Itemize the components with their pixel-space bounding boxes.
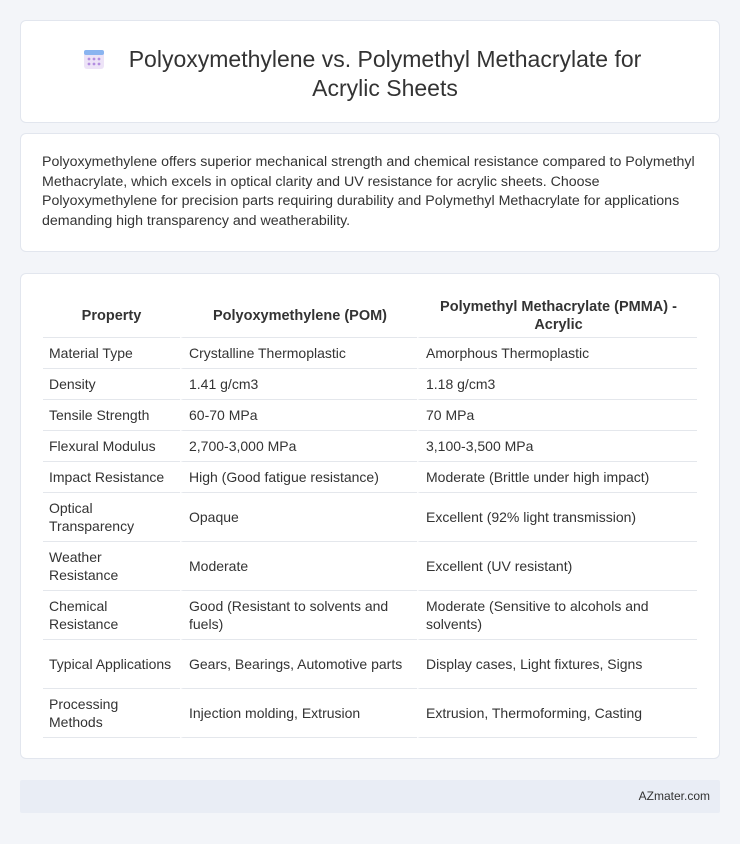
table-row (43, 462, 697, 493)
property-cell: Optical Transparency (43, 493, 180, 542)
pmma-cell: Excellent (UV resistant) (417, 542, 697, 591)
pom-cell: Crystalline Thermoplastic (180, 338, 417, 369)
pom-cell: Opaque (180, 493, 417, 542)
page-title: Polyoxymethylene vs. Polymethyl Methacrylate for Acrylic Sheets (128, 46, 642, 101)
pmma-cell: Extrusion, Thermoforming, Casting (417, 689, 697, 738)
table-row (43, 689, 697, 738)
header-pom: Polyoxymethylene (POM) (180, 294, 417, 338)
table-row (43, 493, 697, 542)
pom-cell: 60-70 MPa (180, 400, 417, 431)
pmma-cell: Excellent (92% light transmission) (417, 493, 697, 542)
table-row (43, 400, 697, 431)
pom-cell: Moderate (180, 542, 417, 591)
property-cell: Typical Applications (43, 640, 180, 689)
pmma-cell: Moderate (Sensitive to alcohols and solvents) (417, 591, 697, 640)
pmma-cell: Display cases, Light fixtures, Signs (417, 640, 697, 689)
pmma-cell: Moderate (Brittle under high impact) (417, 462, 697, 493)
pmma-cell: 1.18 g/cm3 (417, 369, 697, 400)
footer-brand: AZmater.com (638, 789, 710, 803)
property-cell: Processing Methods (43, 689, 180, 738)
property-cell: Density (43, 369, 180, 400)
comparison-table (43, 294, 697, 738)
table-row (43, 542, 697, 591)
property-cell: Flexural Modulus (43, 431, 180, 462)
pmma-cell: 3,100-3,500 MPa (417, 431, 697, 462)
property-cell: Material Type (43, 338, 180, 369)
pmma-cell: Amorphous Thermoplastic (417, 338, 697, 369)
property-cell: Impact Resistance (43, 462, 180, 493)
pom-cell: High (Good fatigue resistance) (180, 462, 417, 493)
summary-paragraph: Polyoxymethylene offers superior mechanical strength and chemical resistance compared to Polymethyl Methacrylate, which excels in optical clarity and UV resistance for acrylic sheets. Choose Polyoxymethylene for precision parts requiring durability and Polymethyl Methacrylate for applications demanding high transparency and weatherability. (42, 154, 695, 229)
comparison-table-card (20, 273, 720, 759)
property-cell: Tensile Strength (43, 400, 180, 431)
table-row (43, 431, 697, 462)
table-row (43, 369, 697, 400)
header-pmma: Polymethyl Methacrylate (PMMA) - Acrylic (417, 294, 697, 338)
table-row (43, 640, 697, 689)
pmma-cell: 70 MPa (417, 400, 697, 431)
pom-cell: 1.41 g/cm3 (180, 369, 417, 400)
pom-cell: Good (Resistant to solvents and fuels) (180, 591, 417, 640)
table-row (43, 591, 697, 640)
pom-cell: Injection molding, Extrusion (180, 689, 417, 738)
property-cell: Weather Resistance (43, 542, 180, 591)
pom-cell: 2,700-3,000 MPa (180, 431, 417, 462)
summary-card (20, 133, 720, 252)
table-row (43, 338, 697, 369)
header-property: Property (43, 294, 180, 338)
title-card (20, 20, 720, 123)
table-header-row (43, 294, 697, 338)
footer-bar (20, 780, 720, 813)
property-cell: Chemical Resistance (43, 591, 180, 640)
pom-cell: Gears, Bearings, Automotive parts (180, 640, 417, 689)
